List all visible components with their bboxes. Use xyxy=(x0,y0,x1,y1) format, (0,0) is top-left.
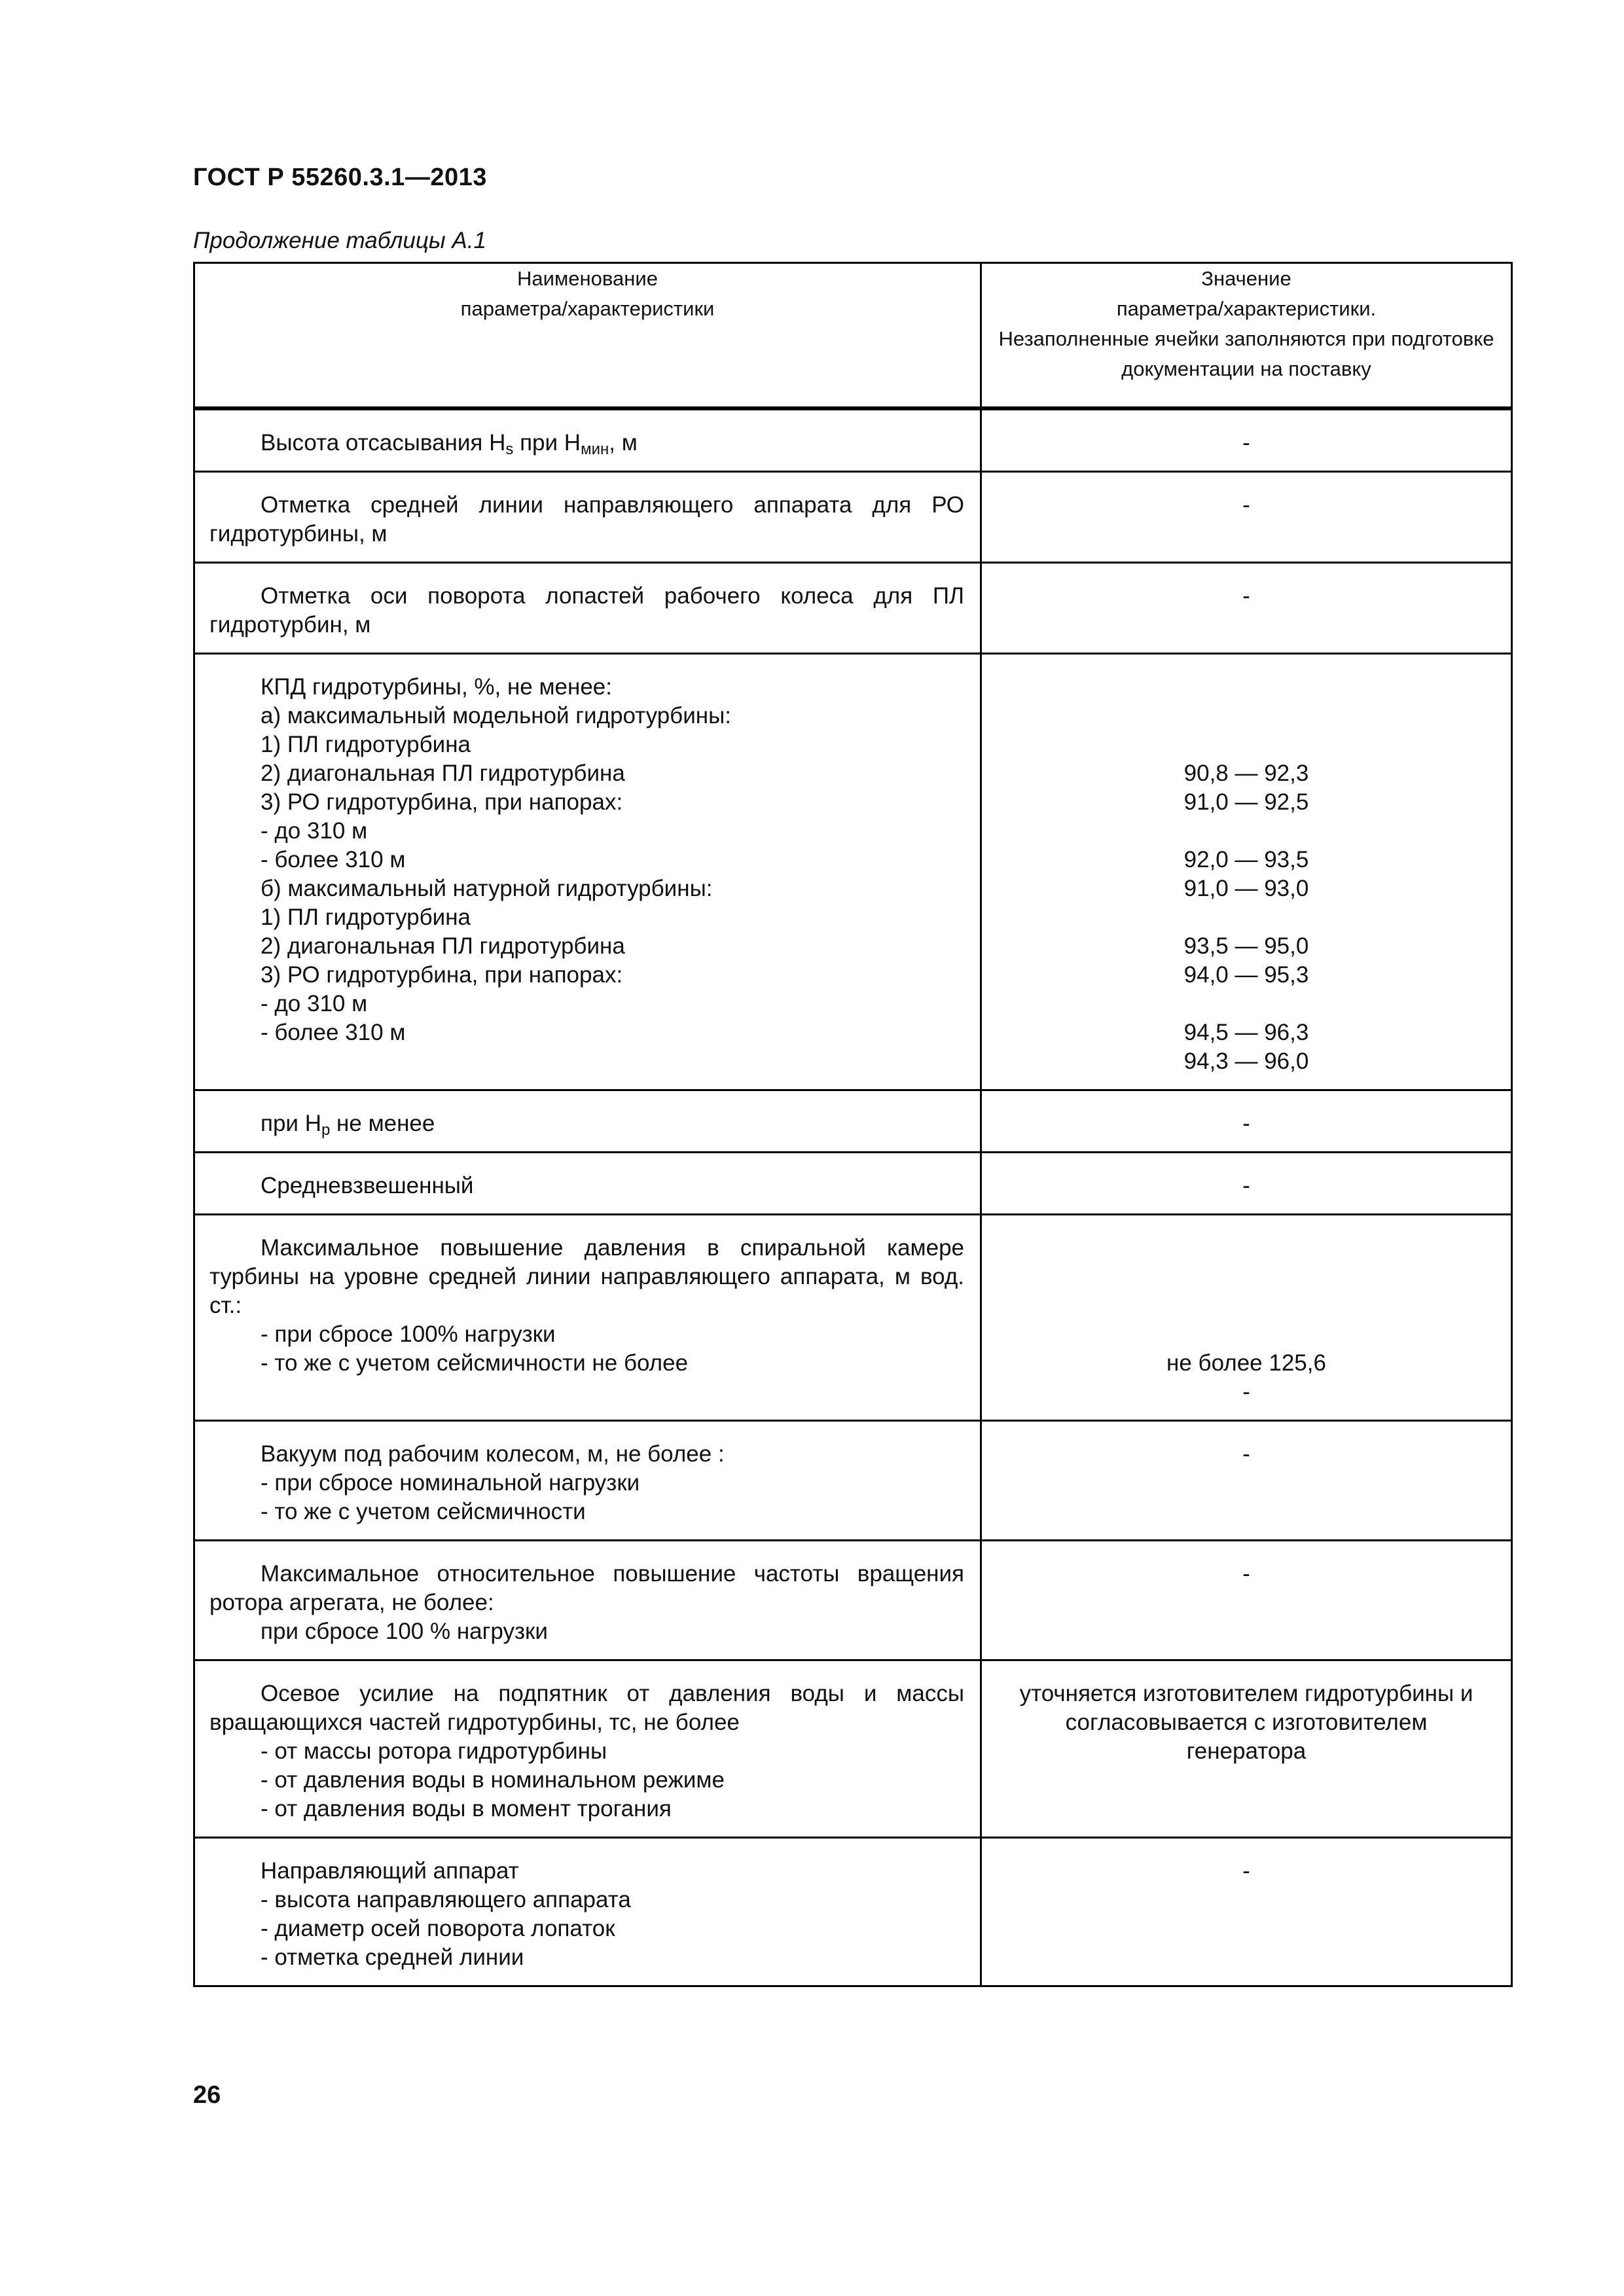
row-value: - xyxy=(981,1420,1512,1540)
table-row xyxy=(194,471,1512,562)
row-label xyxy=(194,1540,981,1660)
table-row xyxy=(194,1420,1512,1540)
row-value xyxy=(981,1214,1512,1420)
label-item: - от давления воды в момент трогания xyxy=(261,1795,672,1821)
label-line: 2) диагональная ПЛ гидротурбина xyxy=(261,933,625,959)
value-line-blank xyxy=(994,730,1499,759)
label-line: - более 310 м xyxy=(261,1019,406,1045)
value-line-blank xyxy=(994,702,1499,730)
header-name xyxy=(194,263,981,408)
value-line: согласовывается с изготовителем xyxy=(1065,1709,1428,1735)
row-value: - xyxy=(981,1090,1512,1152)
label-line: - до 310 м xyxy=(261,990,368,1016)
row-label-text: Направляющий аппарат xyxy=(261,1857,519,1884)
row-label-text: Вакуум под рабочим колесом, м, не более : xyxy=(261,1441,725,1467)
value-line: 94,3 — 96,0 xyxy=(1183,1048,1309,1074)
label-line: б) максимальный натурной гидротурбины: xyxy=(261,875,713,901)
header-name-line: Наименование xyxy=(517,267,658,290)
label-line: а) максимальный модельной гидротурбины: xyxy=(261,702,731,728)
row-label xyxy=(194,408,981,472)
label-line: 3) РО гидротурбина, при напорах: xyxy=(261,961,623,988)
row-label-text: Отметка средней линии направляющего аппарата для РО гидротурбины, м xyxy=(209,492,964,547)
header-value-line: документации на поставку xyxy=(1121,357,1371,380)
label-line: - до 310 м xyxy=(261,817,368,844)
label-item: - диаметр осей поворота лопаток xyxy=(261,1915,615,1941)
row-label xyxy=(194,1090,981,1152)
row-label xyxy=(194,1837,981,1986)
header-name-line: параметра/характеристики xyxy=(460,297,715,320)
row-label xyxy=(194,653,981,1090)
table-row xyxy=(194,1540,1512,1660)
row-value xyxy=(981,1660,1512,1837)
header-value-line: параметра/характеристики. xyxy=(1116,297,1377,320)
label-item: - то же с учетом сейсмичности xyxy=(261,1498,586,1524)
label-item: при сбросе 100 % нагрузки xyxy=(261,1618,548,1644)
row-label-lines xyxy=(209,673,964,1047)
value-line: 91,0 — 92,5 xyxy=(1183,789,1309,815)
value-line: 90,8 — 92,3 xyxy=(1183,760,1309,786)
label-line: КПД гидротурбины, %, не менее: xyxy=(261,673,612,700)
row-label-items xyxy=(209,1886,964,1972)
value-line-blank xyxy=(994,1263,1499,1291)
row-label-text: Высота отсасывания $H_s$ при $H_{мин}$, м xyxy=(261,429,638,458)
label-item: - высота направляющего аппарата xyxy=(261,1886,631,1912)
value-line-blank xyxy=(994,673,1499,702)
page-number: 26 xyxy=(193,2081,221,2109)
row-label-text: Средневзвешенный xyxy=(261,1172,474,1198)
row-label-items xyxy=(209,1617,964,1646)
header-value xyxy=(981,263,1512,408)
row-label-items xyxy=(209,1469,964,1526)
row-label-items xyxy=(209,1737,964,1823)
row-value: - xyxy=(981,408,1512,472)
row-label xyxy=(194,1152,981,1214)
row-label xyxy=(194,1660,981,1837)
table-row xyxy=(194,1660,1512,1837)
value-line-blank xyxy=(994,1291,1499,1320)
row-label-text: при $H_р$ не менее xyxy=(261,1110,435,1139)
value-line: 92,0 — 93,5 xyxy=(1183,846,1309,872)
row-value: - xyxy=(981,1540,1512,1660)
row-label-text: Максимальное повышение давления в спиральной камере турбины на уровне средней линии направляющего аппарата, м вод. ст.: xyxy=(209,1234,964,1318)
value-line: 93,5 — 95,0 xyxy=(1183,933,1309,959)
row-label-text: Отметка оси поворота лопастей рабочего колеса для ПЛ гидротурбин, м xyxy=(209,583,964,637)
row-label-items xyxy=(209,1320,964,1378)
value-line: 91,0 — 93,0 xyxy=(1183,875,1309,901)
row-label xyxy=(194,471,981,562)
row-value xyxy=(981,653,1512,1090)
label-item: - от массы ротора гидротурбины xyxy=(261,1738,607,1764)
label-item: - от давления воды в номинальном режиме xyxy=(261,1767,725,1793)
header-value-line: Значение xyxy=(1201,267,1291,290)
table-row xyxy=(194,1837,1512,1986)
value-line: генератора xyxy=(1186,1738,1307,1764)
row-value: - xyxy=(981,471,1512,562)
parameters-table xyxy=(193,262,1513,1987)
value-line-blank xyxy=(994,1234,1499,1263)
label-item: - при сбросе номинальной нагрузки xyxy=(261,1469,640,1496)
label-item: - то же с учетом сейсмичности не более xyxy=(261,1350,689,1376)
row-label xyxy=(194,1214,981,1420)
label-line: 1) ПЛ гидротурбина xyxy=(261,731,471,757)
row-label xyxy=(194,562,981,653)
table-row xyxy=(194,1152,1512,1214)
row-label xyxy=(194,1420,981,1540)
value-line: уточняется изготовителем гидротурбины и xyxy=(1019,1680,1473,1706)
row-value: - xyxy=(981,1152,1512,1214)
value-line: не более 125,6 xyxy=(1166,1350,1326,1376)
value-line-blank xyxy=(994,817,1499,846)
value-line: 94,5 — 96,3 xyxy=(1183,1019,1309,1045)
header-value-line: Незаполненные ячейки заполняются при подготовке xyxy=(998,327,1494,350)
table-row xyxy=(194,562,1512,653)
table-row xyxy=(194,653,1512,1090)
value-line-blank xyxy=(994,903,1499,932)
label-item: - отметка средней линии xyxy=(261,1944,524,1970)
row-label-text: Максимальное относительное повышение частоты вращения ротора агрегата, не более: xyxy=(209,1560,964,1615)
label-line: 3) РО гидротурбина, при напорах: xyxy=(261,789,623,815)
value-line-blank xyxy=(994,990,1499,1018)
row-value: - xyxy=(981,562,1512,653)
value-line-blank xyxy=(994,1320,1499,1349)
label-item: - при сбросе 100% нагрузки xyxy=(261,1321,556,1347)
row-label-text: Осевое усилие на подпятник от давления воды и массы вращающихся частей гидротурбины, тс, не более xyxy=(209,1680,964,1735)
label-line: 2) диагональная ПЛ гидротурбина xyxy=(261,760,625,786)
table-caption: Продолжение таблицы А.1 xyxy=(193,228,486,253)
table-row xyxy=(194,408,1512,472)
table-row xyxy=(194,1090,1512,1152)
table-row xyxy=(194,1214,1512,1420)
value-line: 94,0 — 95,3 xyxy=(1183,961,1309,988)
row-value: - xyxy=(981,1837,1512,1986)
document-code: ГОСТ Р 55260.3.1—2013 xyxy=(193,164,487,191)
label-line: 1) ПЛ гидротурбина xyxy=(261,904,471,930)
table-header-row xyxy=(194,263,1512,408)
label-line: - более 310 м xyxy=(261,846,406,872)
value-line: - xyxy=(1242,1378,1250,1405)
